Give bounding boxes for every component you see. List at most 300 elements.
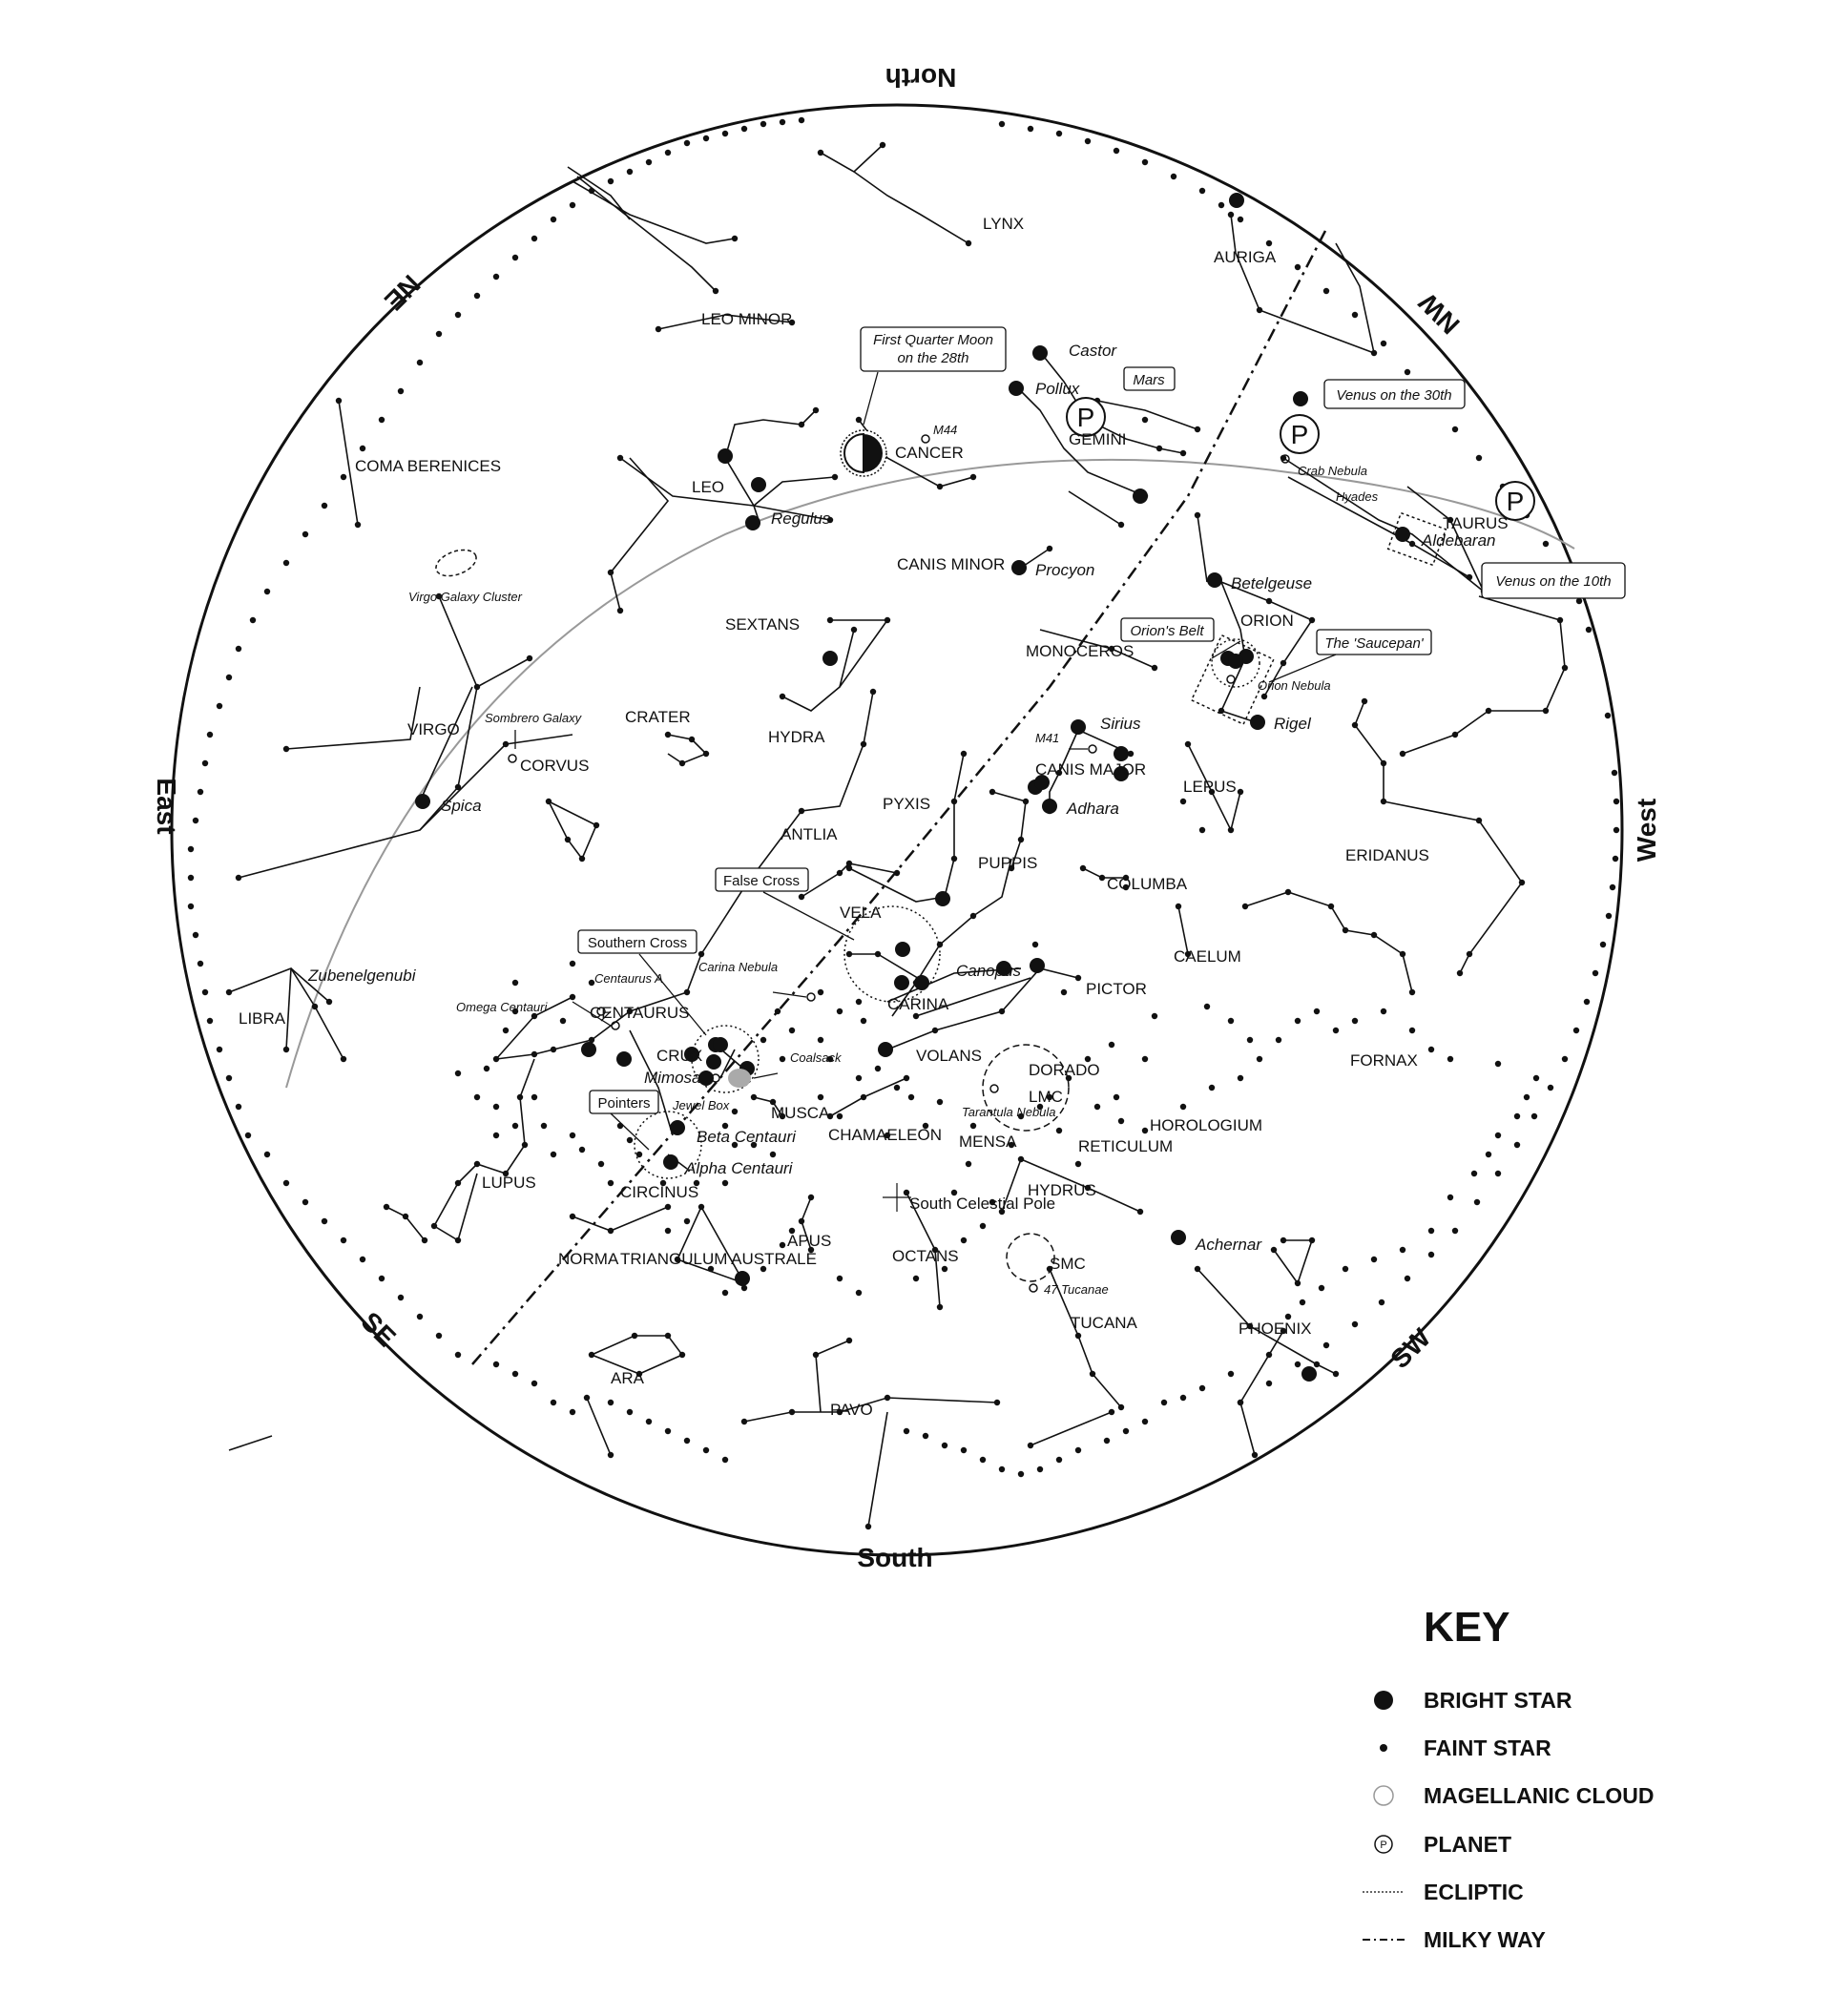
faint-star-dot — [741, 1419, 747, 1424]
faint-star-dot — [837, 1276, 843, 1281]
label-omega-centauri: Omega Centauri — [456, 1000, 548, 1014]
faint-star-dot — [966, 1161, 971, 1167]
faint-star-dot — [813, 407, 819, 413]
bright-star-dot — [735, 1271, 750, 1286]
faint-star-dot — [770, 1152, 776, 1157]
faint-star-dot — [1090, 1371, 1095, 1377]
label-carina-nebula: Carina Nebula — [698, 960, 779, 974]
planet-venus-10-symbol: P — [1506, 487, 1525, 516]
faint-star-dot — [1586, 627, 1592, 633]
label-antlia: ANTLIA — [781, 825, 838, 843]
faint-star-dot — [1447, 1056, 1453, 1062]
faint-star-dot — [1328, 904, 1334, 909]
label-spica: Spica — [441, 797, 482, 815]
faint-star-dot — [1109, 1042, 1114, 1048]
faint-star-dot — [942, 1266, 947, 1272]
faint-star-dot — [856, 417, 862, 423]
faint-star-dot — [861, 741, 866, 747]
label-coma-berenices: COMA BERENICES — [355, 457, 502, 475]
label-virgo-galaxy-cluster: Virgo Galaxy Cluster — [408, 590, 522, 604]
label-crab-nebula: Crab Nebula — [1298, 464, 1367, 478]
faint-star-dot — [1362, 698, 1367, 704]
faint-star-dot — [846, 1338, 852, 1343]
faint-star-dot — [1085, 138, 1091, 144]
label-aldebaran: Aldebaran — [1422, 531, 1496, 550]
faint-star-dot — [198, 789, 203, 795]
faint-star-dot — [937, 484, 943, 489]
label-ara: ARA — [611, 1369, 644, 1387]
faint-star-dot — [980, 1457, 986, 1463]
label-betelgeuse: Betelgeuse — [1231, 574, 1313, 592]
faint-star-dot — [1467, 951, 1472, 957]
bright-star-dot — [415, 794, 430, 809]
label-sirius: Sirius — [1100, 715, 1141, 733]
faint-star-dot — [1352, 1321, 1358, 1327]
faint-star-dot — [703, 135, 709, 141]
object-labels — [408, 423, 1379, 1297]
faint-star-dot — [617, 608, 623, 613]
faint-star-dot — [474, 1094, 480, 1100]
faint-star-dot — [961, 751, 967, 757]
label-south-celestial-pole: South Celestial Pole — [909, 1195, 1056, 1213]
bright-star-dot — [1011, 560, 1027, 575]
label-auriga: AURIGA — [1214, 248, 1277, 266]
faint-star-dot — [1118, 1118, 1124, 1124]
key-planet-symbol: P — [1380, 1839, 1387, 1851]
faint-star-dot — [808, 1195, 814, 1200]
faint-star-dot — [1531, 1113, 1537, 1119]
faint-star-dot — [1285, 889, 1291, 895]
label-octans: OCTANS — [892, 1247, 959, 1265]
faint-star-dot — [1352, 1018, 1358, 1024]
faint-star-dot — [846, 951, 852, 957]
faint-star-dot — [961, 1237, 967, 1243]
label-canopus: Canopus — [956, 962, 1022, 980]
faint-star-dot — [870, 689, 876, 695]
label-eridanus: ERIDANUS — [1345, 846, 1429, 864]
faint-star-dot — [908, 1094, 914, 1100]
faint-star-dot — [999, 1466, 1005, 1472]
faint-star-dot — [379, 1276, 385, 1281]
faint-star-dot — [1142, 1056, 1148, 1062]
faint-star-dot — [1371, 350, 1377, 356]
label-horologium: HOROLOGIUM — [1150, 1116, 1263, 1134]
faint-star-dot — [1613, 856, 1618, 862]
faint-star-dot — [193, 932, 198, 938]
label-smc: SMC — [1050, 1255, 1086, 1273]
faint-star-dot — [1457, 970, 1463, 976]
faint-star-dot — [894, 870, 900, 876]
bright-star-dot — [1030, 958, 1045, 973]
faint-star-dot — [1238, 1075, 1243, 1081]
faint-star-dot — [679, 760, 685, 766]
faint-star-dot — [1180, 450, 1186, 456]
bright-star-dot — [663, 1154, 678, 1170]
faint-star-dot — [885, 1395, 890, 1401]
faint-star-dot — [837, 1008, 843, 1014]
bright-star-dot — [935, 891, 950, 906]
faint-star-dot — [818, 1094, 823, 1100]
label-mimosa: Mimosa — [644, 1069, 701, 1087]
label-procyon: Procyon — [1035, 561, 1095, 579]
faint-star-dot — [1409, 541, 1415, 547]
planet-venus-30-symbol: P — [1290, 420, 1309, 449]
saucepan-callout-text: The 'Saucepan' — [1324, 635, 1424, 652]
label-coalsack: Coalsack — [790, 1050, 842, 1065]
faint-star-dot — [1514, 1142, 1520, 1148]
faint-star-dot — [1023, 799, 1029, 804]
faint-star-dot — [1142, 159, 1148, 165]
bright-star-dot — [670, 1120, 685, 1135]
faint-star-dot — [302, 1199, 308, 1205]
faint-star-dot — [684, 989, 690, 995]
faint-star-dot — [1576, 598, 1582, 604]
ecliptic-line — [286, 460, 1574, 1088]
faint-star-dot — [1028, 126, 1033, 132]
faint-star-dot — [1405, 1276, 1410, 1281]
faint-star-dot — [861, 1094, 866, 1100]
faint-star-dot — [1195, 1266, 1200, 1272]
faint-star-dot — [608, 1180, 614, 1186]
bright-star-dot — [822, 651, 838, 666]
faint-star-dot — [1600, 942, 1606, 947]
faint-star-dot — [1185, 741, 1191, 747]
faint-star-dot — [1400, 951, 1405, 957]
faint-star-dot — [1161, 1400, 1167, 1405]
key-milky-way: MILKY WAY — [1424, 1927, 1546, 1952]
label-circinus: CIRCINUS — [620, 1183, 699, 1201]
label-canis-minor: CANIS MINOR — [897, 555, 1006, 573]
faint-star-dot — [1047, 546, 1052, 551]
label-libra: LIBRA — [239, 1009, 286, 1028]
faint-star-dot — [417, 1314, 423, 1320]
faint-star-dot — [904, 1428, 909, 1434]
bright-star-dot — [1301, 1366, 1317, 1382]
faint-star-dot — [522, 1142, 528, 1148]
faint-star-dot — [1495, 1171, 1501, 1176]
faint-star-dot — [1371, 932, 1377, 938]
faint-star-dot — [1018, 1471, 1024, 1477]
faint-star-dot — [1075, 975, 1081, 981]
faint-star-dot — [1123, 1428, 1129, 1434]
faint-star-dot — [1238, 1400, 1243, 1405]
faint-star-dot — [1486, 708, 1491, 714]
label-m44: M44 — [933, 423, 958, 437]
faint-star-dot — [1280, 660, 1286, 666]
label-orion-nebula: Orion Nebula — [1258, 678, 1331, 693]
label-rigel: Rigel — [1274, 715, 1311, 733]
faint-star-dot — [1204, 1004, 1210, 1009]
faint-star-dot — [1152, 665, 1157, 671]
faint-star-dot — [966, 240, 971, 246]
planet-venus-30th-icon — [1280, 415, 1319, 453]
faint-star-dot — [188, 846, 194, 852]
key-faint-star: FAINT STAR — [1424, 1735, 1551, 1760]
faint-star-dot — [589, 1352, 594, 1358]
faint-star-dot — [1379, 1299, 1384, 1305]
faint-star-dot — [1118, 522, 1124, 528]
faint-star-dot — [656, 326, 661, 332]
faint-star-dot — [999, 121, 1005, 127]
faint-star-dot — [1228, 827, 1234, 833]
label-corvus: CORVUS — [520, 757, 590, 775]
label-columba: COLUMBA — [1107, 875, 1188, 893]
faint-star-dot — [1314, 1008, 1320, 1014]
faint-star-dot — [880, 142, 885, 148]
label-apus: APUS — [787, 1232, 832, 1250]
faint-star-dot — [1075, 1333, 1081, 1339]
faint-star-dot — [360, 1257, 365, 1262]
label-zubenelgenubi: Zubenelgenubi — [308, 966, 416, 985]
bright-star-dot — [1042, 799, 1057, 814]
label-crux: CRUX — [656, 1047, 703, 1065]
faint-star-dot — [188, 904, 194, 909]
faint-star-dot — [436, 331, 442, 337]
faint-star-dot — [646, 1419, 652, 1424]
faint-star-dot — [1400, 751, 1405, 757]
faint-star-dot — [646, 159, 652, 165]
faint-star-dot — [1452, 426, 1458, 432]
faint-star-dot — [1037, 1466, 1043, 1472]
faint-star-dot — [341, 474, 346, 480]
tarantula-nebula-marker — [990, 1085, 998, 1092]
faint-star-dot — [780, 1242, 785, 1248]
faint-star-dot — [932, 1028, 938, 1033]
faint-star-dot — [250, 617, 256, 623]
label-musca: MUSCA — [771, 1104, 830, 1122]
faint-star-dot — [1171, 174, 1176, 179]
faint-star-dot — [493, 1104, 499, 1110]
faint-star-dot — [1238, 789, 1243, 795]
tucanae-47-marker — [1030, 1284, 1037, 1292]
faint-star-dot — [789, 1409, 795, 1415]
faint-star-dot — [598, 1161, 604, 1167]
bright-star-dot — [706, 1054, 721, 1070]
faint-star-dot — [236, 875, 241, 881]
faint-star-dot — [1018, 837, 1024, 842]
faint-star-dot — [1156, 446, 1162, 451]
label-beta-centauri: Beta Centauri — [697, 1128, 796, 1146]
faint-star-dot — [531, 236, 537, 241]
faint-star-dot — [198, 961, 203, 966]
bright-star-dot — [1250, 715, 1265, 730]
faint-star-dot — [493, 1361, 499, 1367]
faint-star-dot — [861, 1018, 866, 1024]
faint-star-dot — [531, 1094, 537, 1100]
faint-star-dot — [851, 627, 857, 633]
label-alpha-centauri: Alpha Centauri — [685, 1159, 793, 1177]
faint-star-dot — [1137, 1209, 1143, 1215]
faint-star-dot — [236, 1104, 241, 1110]
faint-star-dot — [398, 388, 404, 394]
smc-cloud — [1007, 1234, 1054, 1281]
faint-star-dot — [551, 1152, 556, 1157]
faint-star-dot — [1295, 1361, 1301, 1367]
faint-star-dot — [579, 1147, 585, 1153]
faint-star-dot — [1524, 1094, 1530, 1100]
faint-star-dot — [565, 837, 571, 842]
faint-star-dot — [1409, 989, 1415, 995]
faint-star-dot — [202, 760, 208, 766]
bright-star-dot — [751, 477, 766, 492]
faint-star-dot — [818, 150, 823, 156]
faint-star-dot — [722, 131, 728, 136]
label-norma: NORMA — [558, 1250, 619, 1268]
faint-star-dot — [188, 875, 194, 881]
label-centaurus-a: Centaurus A — [594, 971, 663, 986]
faint-star-dot — [570, 1409, 575, 1415]
key-magellanic-cloud-icon — [1374, 1786, 1393, 1805]
faint-star-dot — [531, 1381, 537, 1386]
faint-star-dot — [570, 994, 575, 1000]
label-hyades: Hyades — [1336, 489, 1379, 504]
label-puppis: PUPPIS — [978, 854, 1038, 872]
faint-star-dot — [1261, 694, 1267, 699]
coalsack-marker — [728, 1069, 751, 1088]
faint-star-dot — [665, 1428, 671, 1434]
bright-star-dot — [1207, 572, 1222, 588]
faint-star-dot — [799, 808, 804, 814]
faint-star-dot — [689, 737, 695, 742]
faint-star-dot — [1476, 818, 1482, 823]
faint-star-dot — [1195, 512, 1200, 518]
faint-star-dot — [732, 1109, 738, 1114]
faint-star-dot — [698, 951, 704, 957]
label-lupus: LUPUS — [482, 1174, 536, 1192]
faint-star-dot — [207, 732, 213, 738]
faint-star-dot — [593, 822, 599, 828]
faint-star-dot — [1467, 574, 1472, 580]
constellation-labels — [239, 215, 1509, 1419]
faint-star-dot — [217, 1047, 222, 1052]
venus10-callout-text: Venus on the 10th — [1495, 573, 1612, 590]
faint-star-dot — [1295, 1280, 1301, 1286]
faint-star-dot — [1612, 770, 1617, 776]
faint-star-dot — [875, 1066, 881, 1071]
faint-star-dot — [1056, 1128, 1062, 1133]
faint-star-dot — [608, 570, 614, 575]
direction-south: South — [857, 1543, 933, 1572]
faint-star-dot — [326, 999, 332, 1005]
faint-star-dot — [827, 617, 833, 623]
key-title: KEY — [1424, 1604, 1510, 1651]
faint-star-dot — [474, 684, 480, 690]
faint-star-dot — [684, 1218, 690, 1224]
faint-star-dot — [1471, 1171, 1477, 1176]
faint-star-dot — [780, 119, 785, 125]
faint-star-dot — [846, 861, 852, 866]
faint-star-dot — [1209, 1085, 1215, 1091]
faint-star-dot — [1061, 989, 1067, 995]
faint-star-dot — [1295, 264, 1301, 270]
faint-star-dot — [713, 288, 718, 294]
bright-star-dot — [718, 448, 733, 464]
bright-star-dot — [1293, 391, 1308, 406]
faint-star-dot — [1323, 1342, 1329, 1348]
label-lepus: LEPUS — [1183, 778, 1237, 796]
label-lmc: LMC — [1029, 1088, 1063, 1106]
faint-star-dot — [885, 617, 890, 623]
faint-star-dot — [1428, 1252, 1434, 1257]
faint-star-dot — [665, 150, 671, 156]
faint-star-dot — [283, 1180, 289, 1186]
faint-star-dot — [1295, 1018, 1301, 1024]
label-lynx: LYNX — [983, 215, 1025, 233]
label-adhara: Adhara — [1067, 800, 1119, 818]
faint-star-dot — [961, 1447, 967, 1453]
faint-star-dot — [1319, 1285, 1324, 1291]
faint-star-dot — [570, 1133, 575, 1138]
faint-star-dot — [627, 169, 633, 175]
faint-star-dot — [722, 1180, 728, 1186]
faint-star-dot — [1610, 884, 1615, 890]
faint-star-dot — [1474, 1199, 1480, 1205]
faint-star-dot — [913, 1013, 919, 1019]
label-hydra: HYDRA — [768, 728, 825, 746]
bright-star-dot — [1032, 345, 1048, 361]
faint-star-dot — [436, 1333, 442, 1339]
faint-star-dot — [474, 1161, 480, 1167]
label-cancer: CANCER — [895, 444, 964, 462]
faint-star-dot — [431, 1223, 437, 1229]
faint-star-dot — [1352, 312, 1358, 318]
faint-star-dot — [1257, 307, 1262, 313]
faint-star-dot — [1613, 827, 1619, 833]
sombrero-galaxy-marker — [509, 755, 516, 762]
key-faint-star-icon — [1380, 1744, 1387, 1752]
faint-star-dot — [484, 1066, 489, 1071]
faint-star-dot — [455, 784, 461, 790]
faint-star-dot — [1562, 665, 1568, 671]
label-reticulum: RETICULUM — [1078, 1137, 1174, 1155]
direction-labels — [152, 63, 1661, 1572]
faint-star-dot — [1242, 904, 1248, 909]
faint-star-dot — [474, 293, 480, 299]
bright-star-dot — [581, 1042, 596, 1057]
faint-star-dot — [1452, 732, 1458, 738]
bright-star-dot — [914, 975, 929, 990]
bright-star-dot — [895, 942, 910, 957]
faint-star-dot — [493, 1056, 499, 1062]
faint-star-dot — [760, 121, 766, 127]
faint-star-dot — [1381, 1008, 1386, 1014]
faint-star-dot — [493, 274, 499, 280]
label-phoenix: PHOENIX — [1239, 1320, 1312, 1338]
faint-star-dot — [698, 1204, 704, 1210]
label-tarantula-nebula: Tarantula Nebula — [962, 1105, 1056, 1119]
faint-star-dot — [1238, 217, 1243, 222]
faint-star-dot — [551, 1400, 556, 1405]
faint-star-dot — [942, 1443, 947, 1448]
faint-star-dot — [546, 799, 552, 804]
bright-star-dot — [1114, 746, 1129, 761]
faint-star-dot — [417, 360, 423, 365]
faint-star-dot — [923, 1433, 928, 1439]
faint-star-dot — [937, 1099, 943, 1105]
m44-marker — [922, 435, 929, 443]
label-orion: ORION — [1240, 612, 1294, 630]
faint-star-dot — [455, 1070, 461, 1076]
bright-star-dot — [1229, 193, 1244, 208]
faint-star-dot — [589, 188, 594, 194]
label-hydrus: HYDRUS — [1028, 1181, 1096, 1199]
faint-star-dot — [245, 1133, 251, 1138]
faint-star-dot — [355, 522, 361, 528]
faint-star-dot — [283, 1047, 289, 1052]
faint-star-dot — [493, 1133, 499, 1138]
label-vela: VELA — [840, 904, 882, 922]
faint-star-dot — [322, 1218, 327, 1224]
